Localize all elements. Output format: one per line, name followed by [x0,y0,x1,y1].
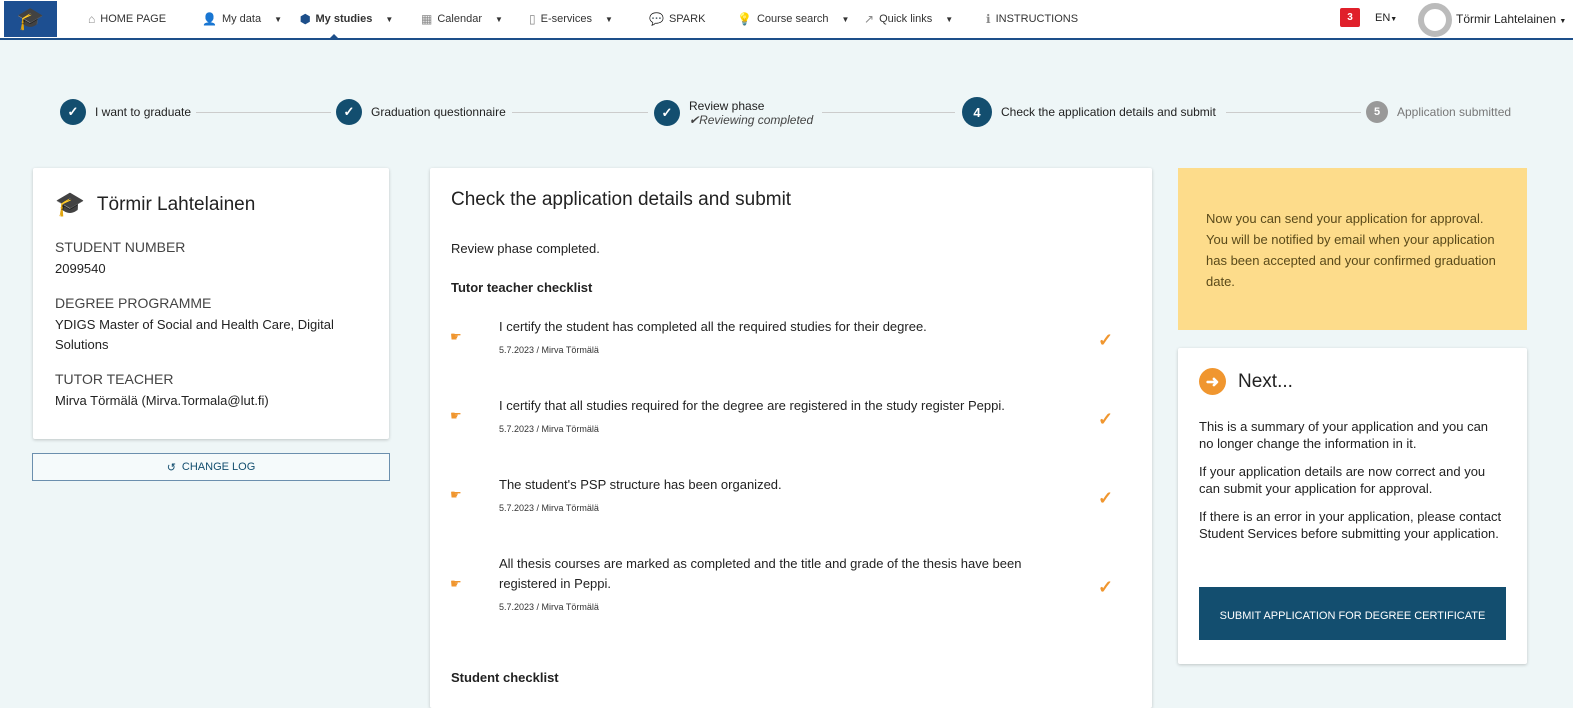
step-3: ✓ Review phase ✔Reviewing completed [654,99,813,127]
nav-e-services[interactable]: ▯ E-services ▼ [529,12,613,26]
user-icon: 👤 [202,12,217,26]
caret-down-icon: ▼ [604,14,613,24]
step-2: ✓ Graduation questionnaire [336,99,506,125]
card-title: Next... [1238,370,1293,392]
notification-badge[interactable]: 3 [1340,8,1360,27]
info-icon: ℹ [986,12,991,26]
section-heading: Student checklist [451,670,559,685]
item-text: The student's PSP structure has been organized. [499,477,782,492]
student-name: Törmir Lahtelainen [96,193,256,215]
caret-down-icon: ▼ [274,14,283,24]
pointing-hand-icon: ☛ [450,329,462,344]
item-meta: 5.7.2023 / Mirva Törmälä [499,503,599,513]
external-link-icon: ↗ [864,12,875,26]
progress-stepper [0,97,1573,127]
change-log-button[interactable]: ↺ CHANGE LOG [32,453,390,481]
calendar-icon: ▦ [421,12,433,26]
step-connector [1226,112,1361,113]
graduation-cap-icon: 🎓 [55,191,85,218]
tutor-teacher: Mirva Törmälä (Mirva.Tormala@lut.fi) [55,393,269,408]
label: TUTOR TEACHER [55,371,174,387]
status-text: Review phase completed. [451,241,600,256]
step-connector [512,112,648,113]
step-4: 4 Check the application details and submit [962,97,1216,127]
caret-down-icon: ▼ [945,14,954,24]
avatar[interactable] [1418,3,1452,37]
top-navbar [0,0,1573,40]
card-title: Check the application details and submit [451,189,792,210]
application-details-card [430,168,1152,708]
item-text: All thesis courses are marked as completed and the title and grade of the thesis have been registered in Peppi. [499,556,1022,591]
nav-instructions[interactable]: ℹ INSTRUCTIONS [986,12,1079,26]
step-connector [196,112,331,113]
caret-down-icon: ▼ [494,14,503,24]
pointing-hand-icon: ☛ [450,576,462,591]
label: DEGREE PROGRAMME [55,295,212,311]
submit-application-button[interactable]: SUBMIT APPLICATION FOR DEGREE CERTIFICATE [1199,587,1506,640]
check-icon: ✓ [336,99,362,125]
user-menu[interactable]: Törmir Lahtelainen ▼ [1456,12,1567,26]
student-number: 2099540 [55,261,106,276]
caret-down-icon: ▼ [1559,18,1567,25]
graduation-cap-logo-icon[interactable]: 🎓 [4,1,57,37]
next-card [1178,348,1527,664]
caret-down-icon: ▼ [1390,16,1398,23]
nav-spark[interactable]: 💬 SPARK [649,12,706,26]
item-text: I certify that all studies required for the degree are registered in the study register Peppi. [499,398,1005,413]
nav-my-studies[interactable]: ⬢ My studies ▼ [300,0,393,38]
check-icon: ✓ [654,100,680,126]
check-icon: ✓ [1098,409,1114,429]
pointing-hand-icon: ☛ [450,408,462,423]
cube-icon: ⬢ [300,12,311,26]
pointing-hand-icon: ☛ [450,487,462,502]
nav-home[interactable]: ⌂ HOME PAGE [88,12,167,26]
item-text: I certify the student has completed all the required studies for their degree. [499,319,927,334]
nav-quick-links[interactable]: ↗ Quick links ▼ [864,12,954,26]
arrow-right-icon: ➜ [1199,368,1226,395]
caret-down-icon: ▼ [841,14,850,24]
degree-programme: YDIGS Master of Social and Health Care, Digital Solutions [55,317,334,352]
nav-calendar[interactable]: ▦ Calendar ▼ [421,12,503,26]
caret-down-icon: ▼ [385,14,394,24]
check-icon: ✓ [1098,577,1114,597]
check-icon: ✓ [60,99,86,125]
item-meta: 5.7.2023 / Mirva Törmälä [499,602,599,612]
item-meta: 5.7.2023 / Mirva Törmälä [499,424,599,434]
language-selector[interactable]: EN▼ [1375,12,1398,24]
step-1: ✓ I want to graduate [60,99,191,125]
document-icon: ▯ [529,12,536,26]
info-notice: Now you can send your application for approval. You will be notified by email when your application has been accepted and your confirmed graduation date. [1178,168,1527,330]
item-meta: 5.7.2023 / Mirva Törmälä [499,345,599,355]
label: STUDENT NUMBER [55,239,186,255]
check-icon: ✓ [1098,488,1114,508]
lightbulb-icon: 💡 [737,12,752,26]
step-5: 5 Application submitted [1366,101,1511,123]
paragraph: If there is an error in your application, please contact Student Services before submitting your application. [1199,509,1502,541]
check-icon: ✓ [1098,330,1114,350]
nav-course-search[interactable]: 💡 Course search ▼ [737,12,850,26]
chat-icon: 💬 [649,12,664,26]
double-check-icon: ✔ [689,113,700,127]
home-icon: ⌂ [88,12,96,26]
paragraph: If your application details are now correct and you can submit your application for approval. [1199,464,1486,496]
step-connector [822,112,955,113]
section-heading: Tutor teacher checklist [451,280,593,295]
paragraph: This is a summary of your application and you can no longer change the information in it. [1199,419,1489,451]
nav-my-data[interactable]: 👤 My data ▼ [202,12,283,26]
student-card [33,168,389,439]
history-icon: ↺ [166,461,176,474]
